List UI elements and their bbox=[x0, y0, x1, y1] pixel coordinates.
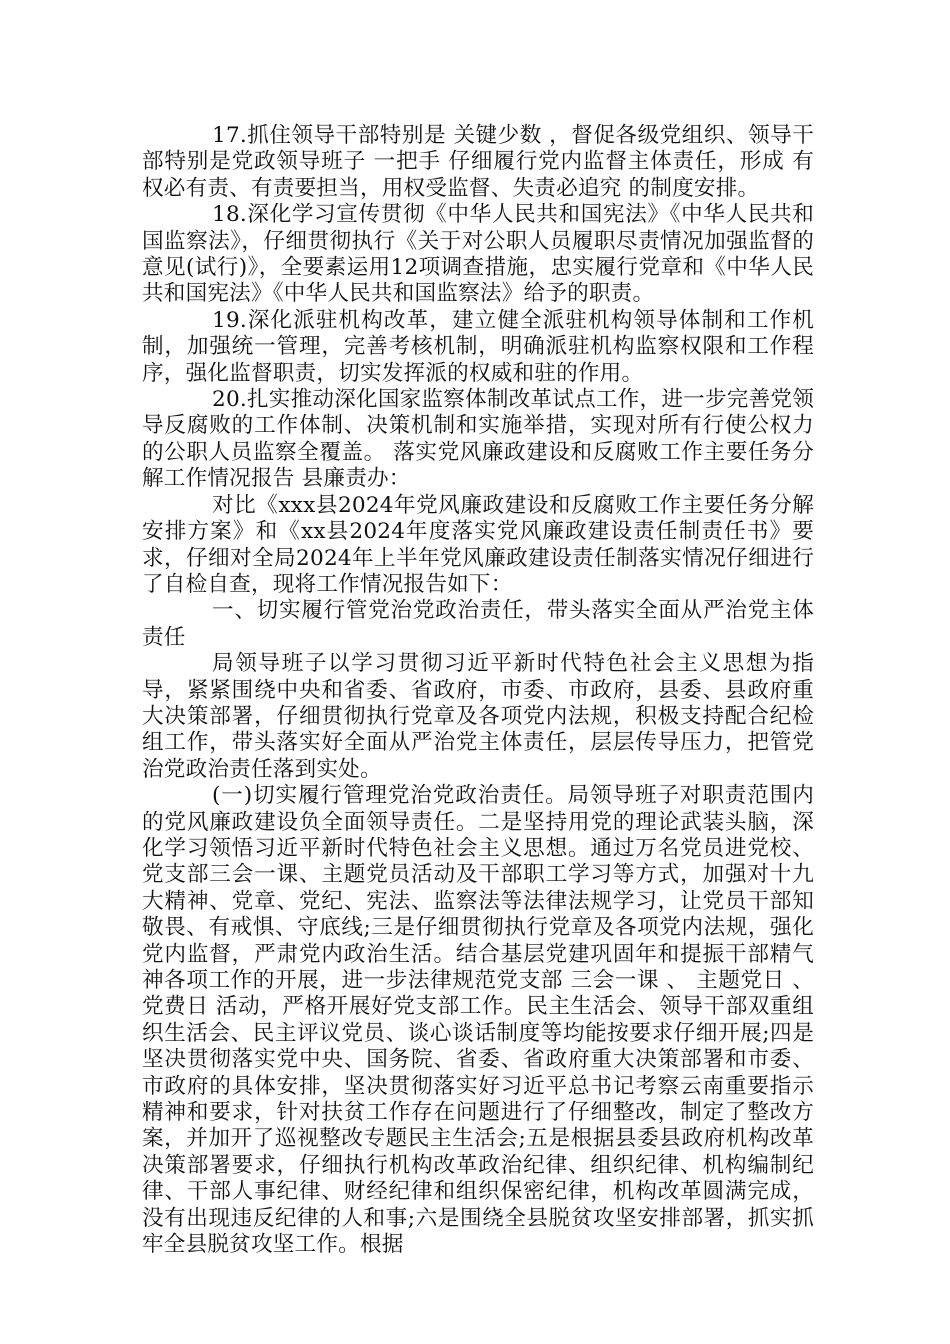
section-heading-1: 一、切实履行管党治党政治责任，带头落实全面从严治党主体责任 bbox=[142, 598, 814, 650]
document-body bbox=[142, 123, 814, 1258]
report-intro-paragraph: 对比《xxx县2024年党风廉政建设和反腐败工作主要任务分解安排方案》和《xx县2024年度落实党风廉政建设责任制责任书》要求，仔细对全局2024年上半年党风廉政建设责任制落实情况仔细进行了自检自查，现将工作情况报告如下： bbox=[142, 492, 814, 597]
paragraph-item-17: 17.抓住领导干部特别是 关键少数 ，督促各级党组织、领导干部特别是党政领导班子 一把手 仔细履行党内监督主体责任，形成 有权必有责、有责要担当，用权受监督、失责必追究 的制度安排。 bbox=[142, 123, 814, 201]
paragraph-item-19: 19.深化派驻机构改革，建立健全派驻机构领导体制和工作机制，加强统一管理，完善考核机制，明确派驻机构监察权限和工作程序，强化监督职责，切实发挥派的权威和驻的作用。 bbox=[142, 307, 814, 386]
subsection-1-body: (一)切实履行管理党治党政治责任。局领导班子对职责范围内的党风廉政建设负全面领导责任。二是坚持用党的理论武装头脑，深化学习领悟习近平新时代特色社会主义思想。通过万名党员进党校、党支部三会一课、主题党员活动及干部职工学习等方式，加强对十九大精神、党章、党纪、宪法、监察法等法律法规学习，让党员干部知敬畏、有戒惧、守底线;三是仔细贯彻执行党章及各项党内法规，强化党内监督，严肃党内政治生活。结合基层党建巩固年和提振干部精气神各项工作的开展，进一步法律规范党支部 三会一课 、 主题党日 、 党费日 活动，严格开展好党支部工作。民主生活会、领导干部双重组织生活会、民主评议党员、谈心谈话制度等均能按要求仔细开展;四是坚决贯彻落实党中央、国务院、省委、省政府重大决策部署和市委、市政府的具体安排，坚决贯彻落实好习近平总书记考察云南重要指示精神和要求，针对扶贫工作存在问题进行了仔细整改，制定了整改方案，并加开了巡视整改专题民主生活会;五是根据县委县政府机构改革决策部署要求，仔细执行机构改革政治纪律、组织纪律、机构编制纪律、干部人事纪律、财经纪律和组织保密纪律，机构改革圆满完成，没有出现违反纪律的人和事;六是围绕全县脱贫攻坚安排部署，抓实抓牢全县脱贫攻坚工作。根据 bbox=[142, 783, 814, 1258]
paragraph-item-20: 20.扎实推动深化国家监察体制改革试点工作，进一步完善党领导反腐败的工作体制、决策机制和实施举措，实现对所有行使公权力的公职人员监察全覆盖。 落实党风廉政建设和反腐败工作主要任务分解工作情况报告 县廉责办： bbox=[142, 387, 814, 492]
section-1-body: 局领导班子以学习贯彻习近平新时代特色社会主义思想为指导，紧紧围绕中央和省委、省政府，市委、市政府，县委、县政府重大决策部署，仔细贯彻执行党章及各项党内法规，积极支持配合纪检组工作，带头落实好全面从严治党主体责任，层层传导压力，把管党治党政治责任落到实处。 bbox=[142, 651, 814, 782]
paragraph-item-18: 18.深化学习宣传贯彻《中华人民共和国宪法》《中华人民共和国监察法》，仔细贯彻执行《关于对公职人员履职尽责情况加强监督的意见(试行)》，全要素运用12项调查措施，忠实履行党章和《中华人民共和国宪法》《中华人民共和国监察法》给予的职责。 bbox=[142, 202, 814, 307]
